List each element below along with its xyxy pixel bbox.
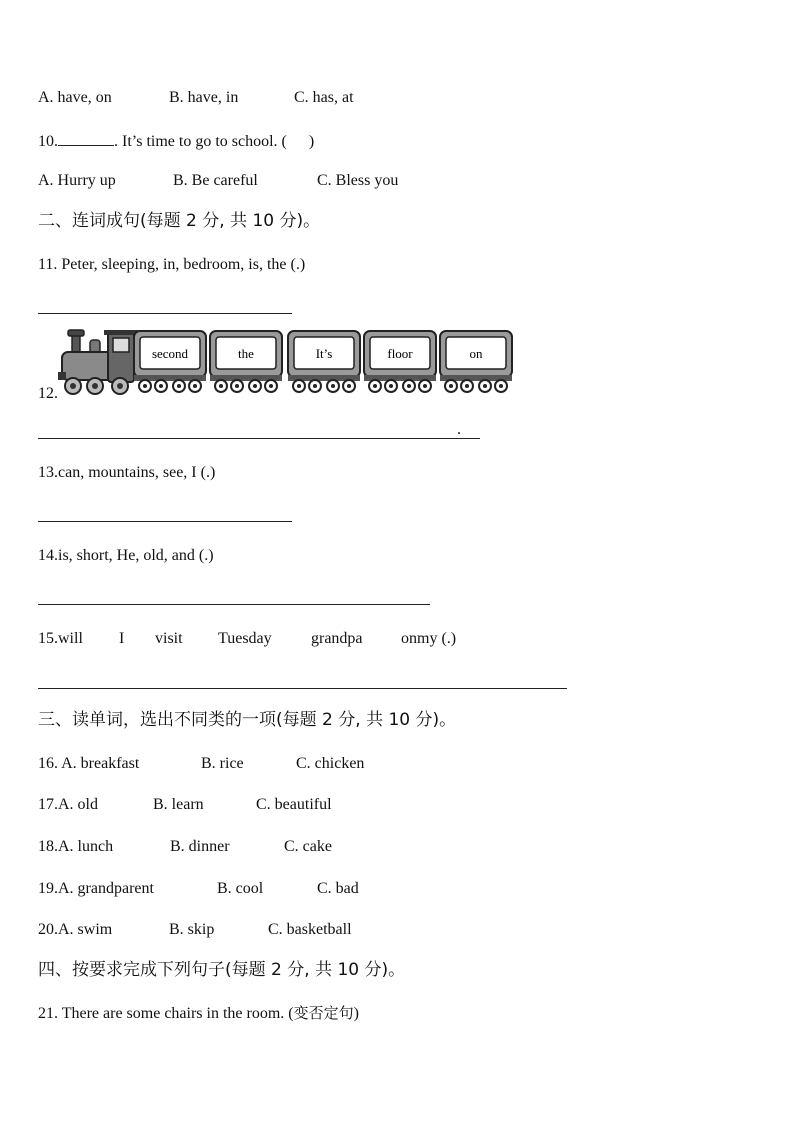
q18-option-c: C. cake [284,838,332,855]
train-word-5: on [469,346,483,361]
q17-option-a: 17.A. old [38,796,98,813]
q21-note: 变否定句 [293,1004,354,1022]
train-car-3 [288,331,360,392]
locomotive-icon [58,330,138,394]
q15-word-3: Tuesday [218,630,272,647]
q15-word-1: I [119,630,125,647]
q11-text: 11. Peter, sleeping, in, bedroom, is, the (.) [38,256,306,273]
q21-text: 21. There are some chairs in the room. ( [38,1005,294,1022]
section-3-title: 三、读单词，选出不同类的一项(每题 2 分, 共 10 分)。 [38,710,457,730]
q15-word-4: grandpa [311,630,363,647]
q15-number: 15.will [38,630,83,647]
q16-option-b: B. rice [201,755,244,772]
q18-option-a: 18.A. lunch [38,838,114,855]
q9-option-b: B. have, in [169,89,239,106]
train-car-1 [134,331,206,392]
q10-blank [58,130,114,146]
q15-word-2: visit [155,630,183,647]
train-word-1: second [151,346,189,361]
q10-number: 10. [38,133,58,150]
q16-option-a: 16. A. breakfast [38,755,140,772]
q21-close: ) [353,1005,359,1022]
q19-option-a: 19.A. grandparent [38,880,154,897]
train-word-2: the [238,346,254,361]
q16-option-c: C. chicken [296,755,365,772]
q14-text: 14.is, short, He, old, and (.) [38,547,214,564]
q10-text: . It’s time to go to school. ( [114,133,287,150]
q17-option-b: B. learn [153,796,204,813]
train-illustration [58,328,520,398]
q12-end-period: . [457,421,461,438]
train-word-4: floor [387,346,413,361]
q11-answer-line [38,313,292,314]
q20-option-b: B. skip [169,921,215,938]
train-car-5 [440,331,512,392]
q19-option-b: B. cool [217,880,264,897]
q19-option-c: C. bad [317,880,359,897]
train-car-4 [364,331,436,392]
q18-option-b: B. dinner [170,838,230,855]
q15-answer-line [38,688,567,689]
q10-option-b: B. Be careful [173,172,258,189]
q20-option-c: C. basketball [268,921,352,938]
q10-option-c: C. Bless you [317,172,399,189]
q13-answer-line [38,521,292,522]
q20-option-a: 20.A. swim [38,921,113,938]
q10-option-a: A. Hurry up [38,172,116,189]
q10-question [38,130,314,152]
q9-option-c: C. has, at [294,89,354,106]
q15-word-5: onmy (.) [401,630,457,647]
train-word-3: It’s [315,346,333,361]
section-2-title: 二、连词成句(每题 2 分, 共 10 分)。 [38,211,321,231]
q10-close: ) [308,133,315,150]
train-car-2 [210,331,282,392]
q13-text: 13.can, mountains, see, I (.) [38,464,216,481]
q9-option-a: A. have, on [38,89,112,106]
q17-option-c: C. beautiful [256,796,332,813]
q21-question [38,1003,359,1024]
q14-answer-line [38,604,430,605]
q12-number: 12. [38,385,58,402]
section-4-title: 四、按要求完成下列句子(每题 2 分, 共 10 分)。 [38,960,406,980]
q12-answer-line [38,438,480,439]
